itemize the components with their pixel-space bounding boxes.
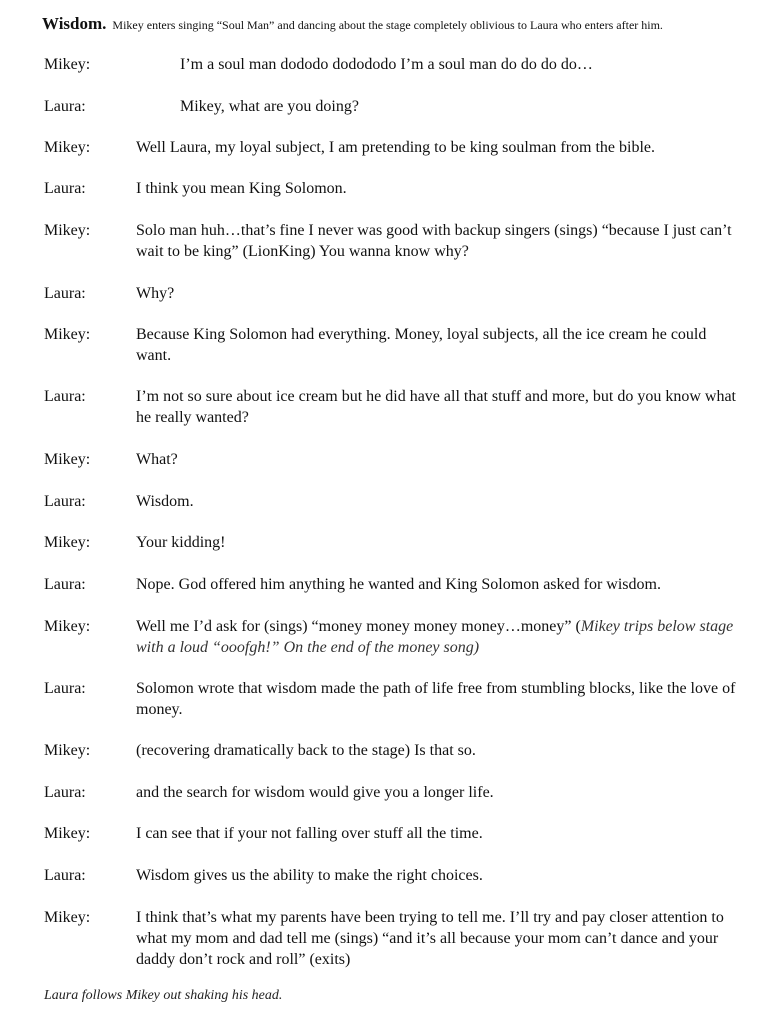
speaker-name: Laura: [44,388,86,405]
scene-title: Wisdom. [42,14,107,33]
dialogue-text: I’m not so sure about ice cream but he did have all that stuff and more, but do you know what he really wanted? [136,388,736,426]
speaker-name: Mikey: [44,222,91,239]
stage-direction: Mikey trips below stage with a loud “ooofgh!” On the end of the money song) [136,618,734,656]
dialogue-text: Solomon wrote that wisdom made the path of life free from stumbling blocks, like the love of money. [136,680,736,718]
dialogue-text: Wisdom gives us the ability to make the right choices. [136,867,483,884]
speaker-name: Laura: [44,576,86,593]
dialogue-text: I think that’s what my parents have been trying to tell me. I’ll try and pay closer attention to what my mom and dad tell me (sings) “and it’s all because your mom can’t dance and your daddy don’t rock and roll” (exits) [136,909,724,968]
dialogue-text: Why? [136,285,175,302]
speaker-name: Mikey: [44,618,91,635]
speaker-name: Mikey: [44,825,91,842]
speaker-name: Mikey: [44,742,91,759]
scene-intro-direction: Mikey enters singing “Soul Man” and dancing about the stage completely oblivious to Laura who enters after him. [112,18,663,32]
speaker-name: Mikey: [44,326,91,343]
speaker-name: Mikey: [44,139,91,156]
dialogue-text: I’m a soul man dododo dodododo I’m a soul man do do do do… [180,56,593,73]
dialogue-text: (recovering dramatically back to the stage) Is that so. [136,742,476,759]
dialogue-text: Your kidding! [136,534,226,551]
speaker-name: Laura: [44,180,86,197]
speaker-name: Laura: [44,98,86,115]
speaker-name: Laura: [44,867,86,884]
speaker-name: Laura: [44,680,86,697]
speaker-name: Mikey: [44,451,91,468]
speaker-name: Laura: [44,784,86,801]
dialogue-text: What? [136,451,178,468]
speaker-name: Laura: [44,493,86,510]
speaker-name: Mikey: [44,909,91,926]
dialogue-text [136,616,744,658]
dialogue-text: Well Laura, my loyal subject, I am pretending to be king soulman from the bible. [136,139,656,156]
speaker-name: Mikey: [44,56,91,73]
dialogue-text: I can see that if your not falling over stuff all the time. [136,825,483,842]
dialogue-text: Solo man huh…that’s fine I never was good with backup singers (sings) “because I just can’t wait to be king” (LionKing) You wanna know why? [136,222,732,260]
dialogue-text: Nope. God offered him anything he wanted and King Solomon asked for wisdom. [136,576,661,593]
dialogue-text: Wisdom. [136,493,194,510]
dialogue-text: I think you mean King Solomon. [136,180,347,197]
dialogue-text: and the search for wisdom would give you a longer life. [136,784,494,801]
scene-header [42,14,663,34]
dialogue-text: Mikey, what are you doing? [180,98,359,115]
closing-stage-direction: Laura follows Mikey out shaking his head. [44,988,283,1003]
speaker-name: Mikey: [44,534,91,551]
speaker-name: Laura: [44,285,86,302]
dialogue-spoken: Well me I’d ask for (sings) “money money money money…money” ( [136,618,581,635]
dialogue-text: Because King Solomon had everything. Money, loyal subjects, all the ice cream he could want. [136,326,707,364]
